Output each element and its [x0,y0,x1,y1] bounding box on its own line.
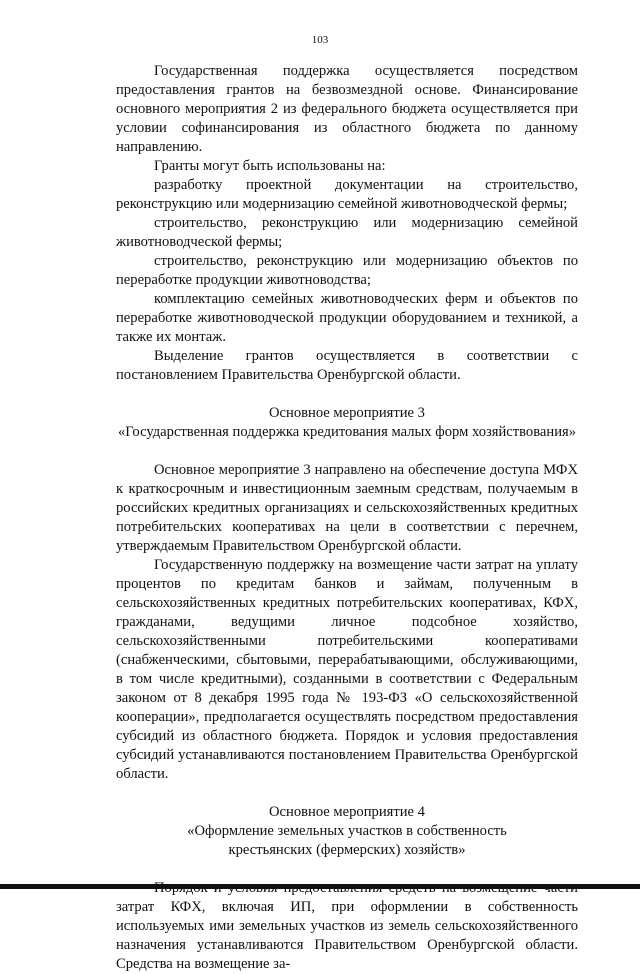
paragraph: затрат КФХ, включая ИП, при оформлении в собственность используемых ими земельных участков из земель сельскохозяйственного назначения устанавливаются Правительством Оренбургской области. Средства на возмещение за- [116,899,578,972]
list-item: комплектацию семейных животноводческих ферм и объектов по переработке животноводческой продукции оборудованием и техникой, а также их монтаж. [116,291,578,345]
document-body [116,62,578,974]
page-number: 103 [311,34,329,46]
list-item: разработку проектной документации на строительство, реконструкцию или модернизацию семейной животноводческой фермы; [116,177,578,212]
heading-line: «Оформление земельных участков в собственность [187,823,507,839]
list-item: строительство, реконструкцию или модернизацию семейной животноводческой фермы; [116,215,578,250]
heading-line: Основное мероприятие 4 [269,804,425,820]
section-heading-3 [116,404,578,442]
heading-line: Основное мероприятие 3 [269,405,425,421]
paragraph: Выделение грантов осуществляется в соответствии с постановлением Правительства Оренбургской области. [116,348,578,383]
list-item: строительство, реконструкцию или модернизацию объектов по переработке продукции животноводства; [116,253,578,288]
paragraph: Государственную поддержку на возмещение части затрат на уплату процентов по кредитам банков и займам, полученным в сельскохозяйственных кредитных потребительских кооперативах, КФХ, гражданами, ведущими личное подсобное хозяйство, сельскохозяйственными потребительскими кооперативами (снабженческими, сбытовыми, перерабатывающими, обслуживающими, в том числе кредитными), созданными в соответствии с Федеральным законом от 8 декабря 1995 года № 193-ФЗ «О сельскохозяйственной кооперации», предполагается осуществлять посредством предоставления субсидий из областного бюджета. Порядок и условия предоставления субсидий устанавливаются постановлением Правительства Оренбургской области. [116,557,578,782]
paragraph: Гранты могут быть использованы на: [154,158,386,174]
bottom-rule [0,884,640,889]
heading-line: крестьянских (фермерских) хозяйств» [228,842,466,858]
paragraph: Государственная поддержка осуществляется посредством предоставления грантов на безвозмездной основе. Финансирование основного мероприятия 2 из федерального бюджета осуществляется при условии софинансирования из областного бюджета по данному направлению. [116,63,578,155]
paragraph: Основное мероприятие 3 направлено на обеспечение доступа МФХ к краткосрочным и инвестиционным заемным средствам, получаемым в российских кредитных организациях и сельскохозяйственных кредитных потребительских кооперативах на цели в соответствии с перечнем, утверждаемым Правительством Оренбургской области. [116,462,578,554]
section-heading-4 [116,803,578,860]
heading-line: «Государственная поддержка кредитования малых форм хозяйствования» [117,424,577,440]
